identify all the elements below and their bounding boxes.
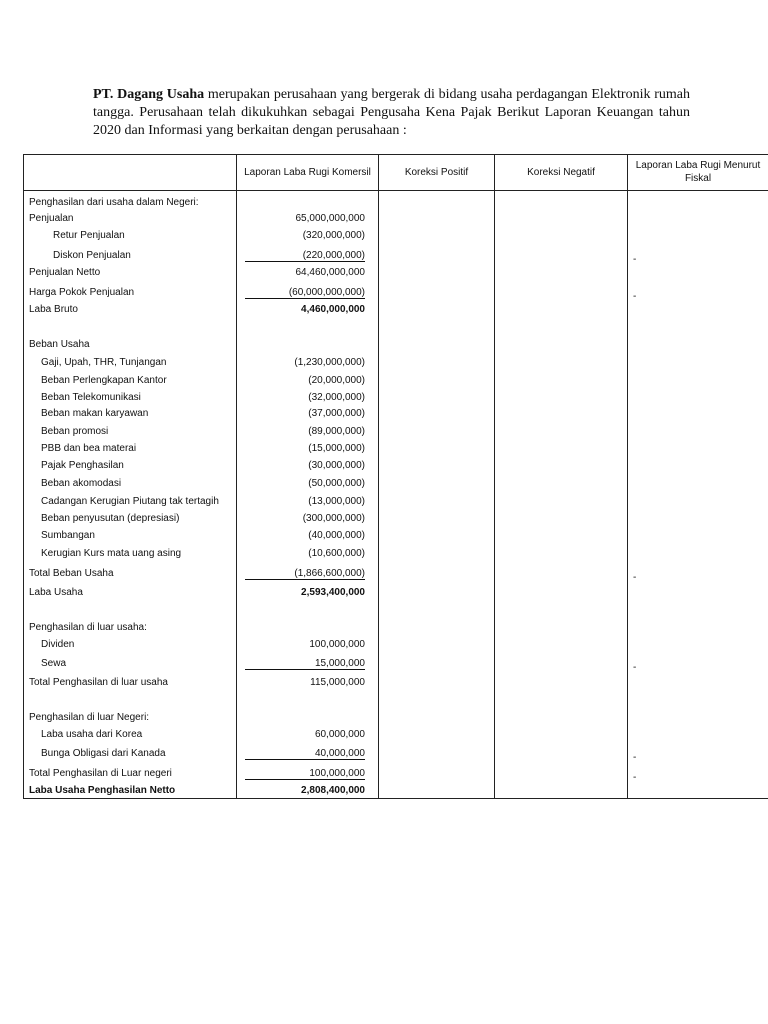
row-label: Bunga Obligasi dari Kanada [41, 748, 166, 759]
table-row [0, 585, 768, 601]
row-value: (37,000,000) [308, 408, 365, 419]
table-row [0, 458, 768, 474]
row-label: Beban promosi [41, 426, 109, 437]
row-value: (300,000,000) [302, 513, 365, 524]
row-value: 115,000,000 [310, 677, 365, 688]
table-row [0, 656, 768, 672]
fiskal-dash: - [633, 572, 637, 583]
row-label: PBB dan bea materai [41, 443, 137, 454]
row-label: Kerugian Kurs mata uang asing [41, 548, 182, 559]
row-label: Penghasilan di luar Negeri: [29, 712, 150, 723]
table-row [0, 390, 768, 406]
table-row [0, 441, 768, 457]
row-label: Laba Usaha [29, 587, 83, 598]
row-value: (15,000,000) [308, 443, 365, 454]
fiskal-dash: - [633, 254, 637, 265]
table-row [0, 620, 768, 636]
row-label: Beban Telekomunikasi [41, 392, 141, 403]
table-row [0, 766, 768, 782]
fiskal-dash: - [633, 772, 637, 783]
row-label: Penghasilan dari usaha dalam Negeri: [29, 197, 199, 208]
table-row [0, 195, 768, 211]
table-row [0, 675, 768, 691]
table-row [0, 746, 768, 762]
row-value: (1,230,000,000) [294, 357, 365, 368]
row-value: 60,000,000 [314, 729, 365, 740]
row-label: Laba Usaha Penghasilan Netto [29, 785, 176, 796]
row-value: 2,593,400,000 [301, 587, 365, 598]
row-value: 2,808,400,000 [301, 785, 365, 796]
row-label: Retur Penjualan [53, 230, 125, 241]
row-value: (220,000,000) [245, 250, 365, 262]
table-row [0, 546, 768, 562]
row-label: Diskon Penjualan [53, 250, 131, 261]
header-komersil: Laporan Laba Rugi Komersil [244, 166, 371, 178]
row-value: (20,000,000) [308, 375, 365, 386]
table-row [0, 637, 768, 653]
table-row [0, 285, 768, 301]
row-value: 40,000,000 [245, 748, 365, 760]
row-label: Dividen [41, 639, 75, 650]
table-row [0, 337, 768, 353]
row-value: 4,460,000,000 [301, 304, 365, 315]
table-row [0, 783, 768, 799]
row-label: Beban Usaha [29, 339, 90, 350]
row-label: Gaji, Upah, THR, Tunjangan [41, 357, 167, 368]
company-name: PT. Dagang Usaha [93, 87, 205, 102]
table-row [0, 494, 768, 510]
table-row [0, 248, 768, 264]
row-label: Beban penyusutan (depresiasi) [41, 513, 180, 524]
table-row [0, 211, 768, 227]
table-row [0, 424, 768, 440]
row-value: (32,000,000) [308, 392, 365, 403]
row-value: (30,000,000) [308, 460, 365, 471]
row-label: Sumbangan [41, 530, 95, 541]
row-label: Penjualan [29, 213, 74, 224]
row-label: Beban makan karyawan [41, 408, 149, 419]
row-value: 65,000,000,000 [295, 213, 365, 224]
row-value: 15,000,000 [245, 658, 365, 670]
row-label: Beban akomodasi [41, 478, 122, 489]
table-row [0, 511, 768, 527]
row-value: 100,000,000 [309, 639, 365, 650]
row-value: (320,000,000) [302, 230, 365, 241]
row-label: Total Penghasilan di luar usaha [29, 677, 168, 688]
header-koreksi-negatif: Koreksi Negatif [527, 166, 595, 178]
table-row [0, 265, 768, 281]
row-label: Harga Pokok Penjualan [29, 287, 135, 298]
row-value: (60,000,000,000) [245, 287, 365, 299]
fiskal-dash: - [633, 291, 637, 302]
table-row [0, 373, 768, 389]
table-row [0, 228, 768, 244]
row-label: Laba usaha dari Korea [41, 729, 143, 740]
table-row [0, 566, 768, 582]
row-label: Beban Perlengkapan Kantor [41, 375, 167, 386]
row-value: (40,000,000) [308, 530, 365, 541]
row-label: Total Penghasilan di Luar negeri [29, 768, 172, 779]
row-value: (89,000,000) [308, 426, 365, 437]
table-row [0, 476, 768, 492]
row-label: Pajak Penghasilan [41, 460, 124, 471]
table-row [0, 710, 768, 726]
row-label: Penghasilan di luar usaha: [29, 622, 147, 633]
header-fiskal: Laporan Laba Rugi Menurut Fiskal [635, 160, 761, 184]
row-label: Cadangan Kerugian Piutang tak tertagih [41, 496, 219, 507]
table-row [0, 406, 768, 422]
table-row [0, 302, 768, 318]
fiskal-dash: - [633, 662, 637, 673]
row-label: Penjualan Netto [29, 267, 101, 278]
row-value: (13,000,000) [308, 496, 365, 507]
row-value: (50,000,000) [308, 478, 365, 489]
row-value: (10,600,000) [308, 548, 365, 559]
table-row [0, 355, 768, 371]
fiskal-dash: - [633, 752, 637, 763]
row-label: Sewa [41, 658, 67, 669]
row-value: (1,866,600,000) [245, 568, 365, 580]
row-value: 64,460,000,000 [295, 267, 365, 278]
row-label: Laba Bruto [29, 304, 78, 315]
row-label: Total Beban Usaha [29, 568, 114, 579]
table-row [0, 727, 768, 743]
table-row [0, 528, 768, 544]
row-value: 100,000,000 [245, 768, 365, 780]
header-koreksi-positif: Koreksi Positif [404, 166, 469, 178]
intro-text: merupakan perusahaan yang bergerak di bidang usaha perdagangan Elektronik rumah tangga. Perusahaan telah dikukuhkan sebagai Pengusaha Kena Pajak Berikut Laporan Keuangan tahun 2020 dan Informasi yang berkaitan dengan perusahaan : [93, 87, 690, 138]
